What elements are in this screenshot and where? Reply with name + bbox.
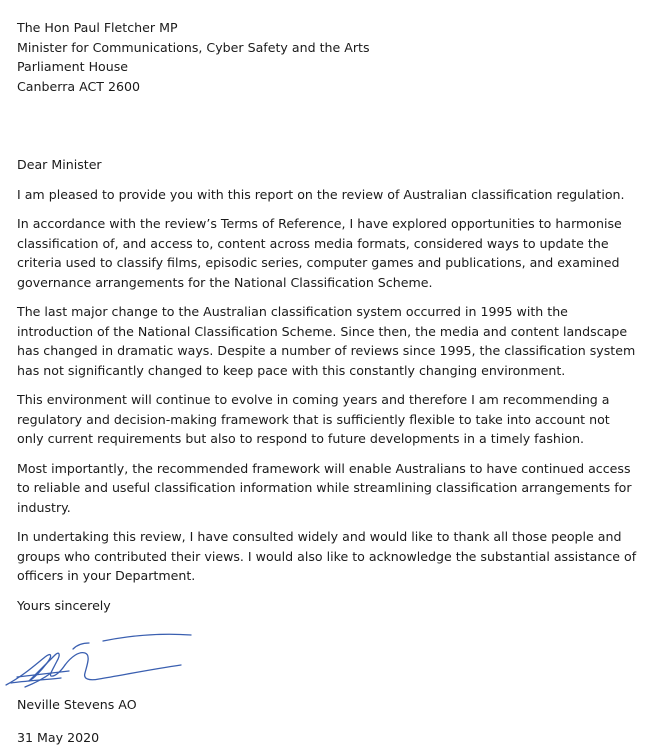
letter-date: 31 May 2020 (17, 729, 100, 745)
body-paragraph: This environment will continue to evolve in coming years and therefore I am recommending a regulatory and decision-making framework that is sufficiently flexible to take into account not only current requirements but also to respond to future developments in a timely fashion. (17, 392, 610, 446)
body-paragraph: Most importantly, the recommended framework will enable Australians to have continued access to reliable and useful classification information while streamlining classification arrangements for industry. (17, 460, 632, 515)
signature (17, 621, 637, 695)
body-paragraph: I am pleased to provide you with this report on the review of Australian classification regulation. (17, 186, 625, 202)
letter (17, 18, 637, 747)
body-paragraph: The last major change to the Australian classification system occurred in 1995 with the introduction of the National Classification Scheme. Since then, the media and content landscape has changed in dramatic ways. Despite a number of reviews since 1995, the classification system has not significantly changed to keep pace with this constantly changing environment. (17, 304, 636, 378)
handwritten-signature-icon (3, 621, 193, 695)
signatory-name: Neville Stevens AO (17, 697, 137, 712)
recipient-address (17, 18, 637, 96)
address-line-1: Parliament House (17, 59, 129, 74)
recipient-name: The Hon Paul Fletcher MP (17, 20, 178, 35)
body-paragraph: In accordance with the review’s Terms of Reference, I have explored opportunities to harmonise classification of, and access to, content across media formats, considered ways to update the criteria used to classify films, episodic series, computer games and publications, and examined governance arrangements for the National Classification Scheme. (17, 216, 622, 290)
salutation: Dear Minister (17, 157, 102, 172)
address-line-2: Canberra ACT 2600 (17, 78, 141, 94)
recipient-title: Minister for Communications, Cyber Safety and the Arts (17, 39, 370, 55)
closing: Yours sincerely (17, 597, 111, 613)
body-paragraph: In undertaking this review, I have consulted widely and would like to thank all those people and groups who contributed their views. I would also like to acknowledge the substantial assistance of officers in your Department. (17, 529, 637, 583)
